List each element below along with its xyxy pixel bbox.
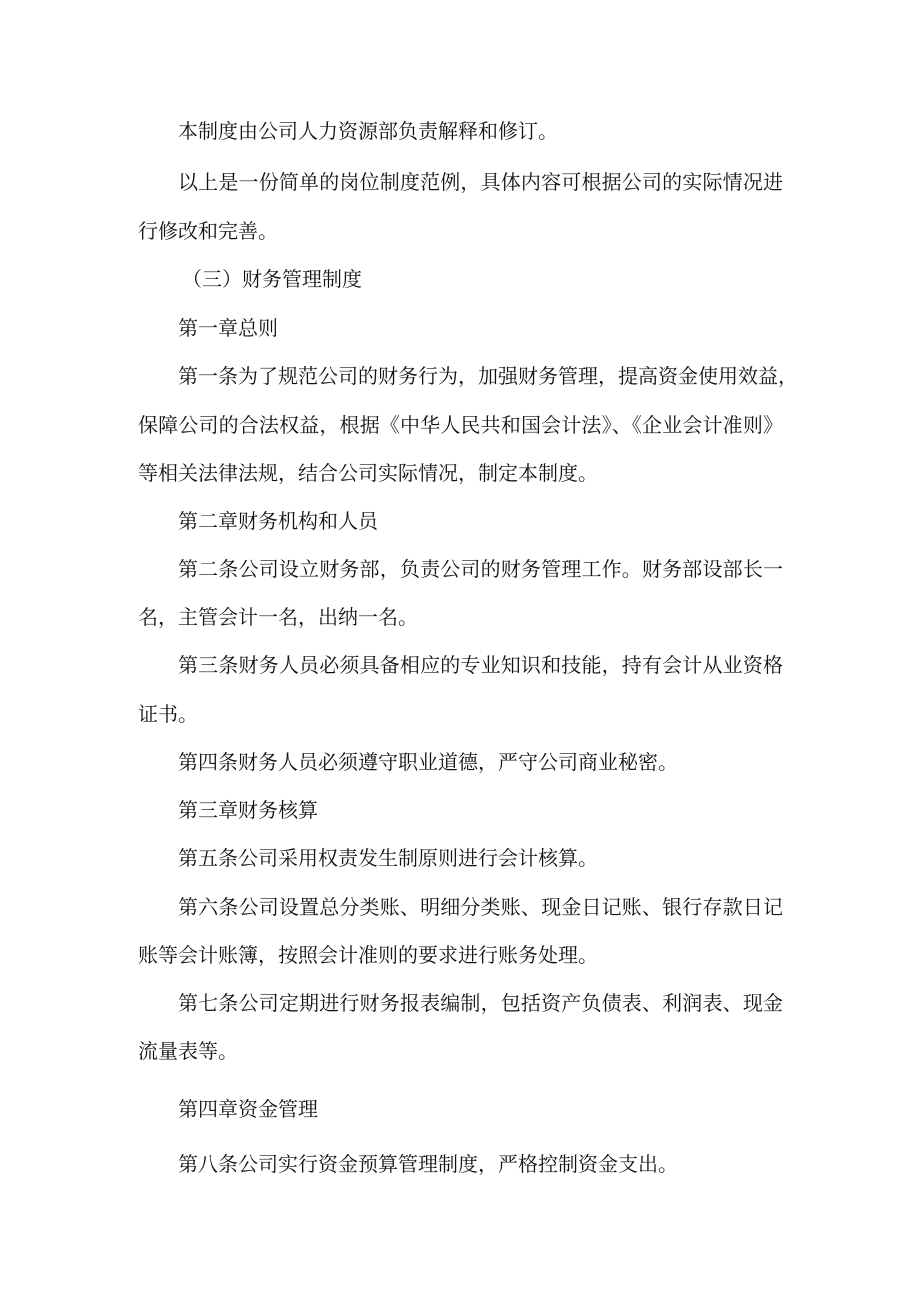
article-2-line2: 名，主管会计一名，出纳一名。 [138, 605, 418, 629]
chapter-4-heading: 第四章资金管理 [178, 1097, 318, 1121]
paragraph-summary-line1: 以上是一份简单的岗位制度范例，具体内容可根据公司的实际情况进 [178, 170, 783, 194]
article-4: 第四条财务人员必须遵守职业道德，严守公司商业秘密。 [178, 750, 678, 774]
article-1-line1: 第一条为了规范公司的财务行为，加强财务管理，提高资金使用效益， [178, 364, 798, 388]
article-7-line1: 第七条公司定期进行财务报表编制，包括资产负债表、利润表、现金 [178, 991, 783, 1015]
article-1-line3: 等相关法律法规，结合公司实际情况，制定本制度。 [138, 461, 598, 485]
article-5: 第五条公司采用权责发生制原则进行会计核算。 [178, 846, 598, 870]
chapter-3-heading: 第三章财务核算 [178, 798, 318, 822]
article-3-line2: 证书。 [138, 702, 198, 726]
article-6-line1: 第六条公司设置总分类账、明细分类账、现金日记账、银行存款日记 [178, 895, 783, 919]
article-2-line1: 第二条公司设立财务部，负责公司的财务管理工作。财务部设部长一 [178, 557, 783, 581]
section-heading-financial-management: （三）财务管理制度 [182, 267, 362, 291]
article-1-line2: 保障公司的合法权益，根据《中华人民共和国会计法》、《企业会计准则》 [138, 413, 783, 437]
chapter-2-heading: 第二章财务机构和人员 [178, 509, 378, 533]
chapter-1-heading: 第一章总则 [178, 316, 278, 340]
article-6-line2: 账等会计账簿，按照会计准则的要求进行账务处理。 [138, 943, 598, 967]
article-7-line2: 流量表等。 [138, 1039, 238, 1063]
paragraph-interpretation: 本制度由公司人力资源部负责解释和修订。 [178, 119, 558, 143]
paragraph-summary-line2: 行修改和完善。 [138, 219, 278, 243]
article-8: 第八条公司实行资金预算管理制度，严格控制资金支出。 [178, 1152, 678, 1176]
article-3-line1: 第三条财务人员必须具备相应的专业知识和技能，持有会计从业资格 [178, 653, 783, 677]
